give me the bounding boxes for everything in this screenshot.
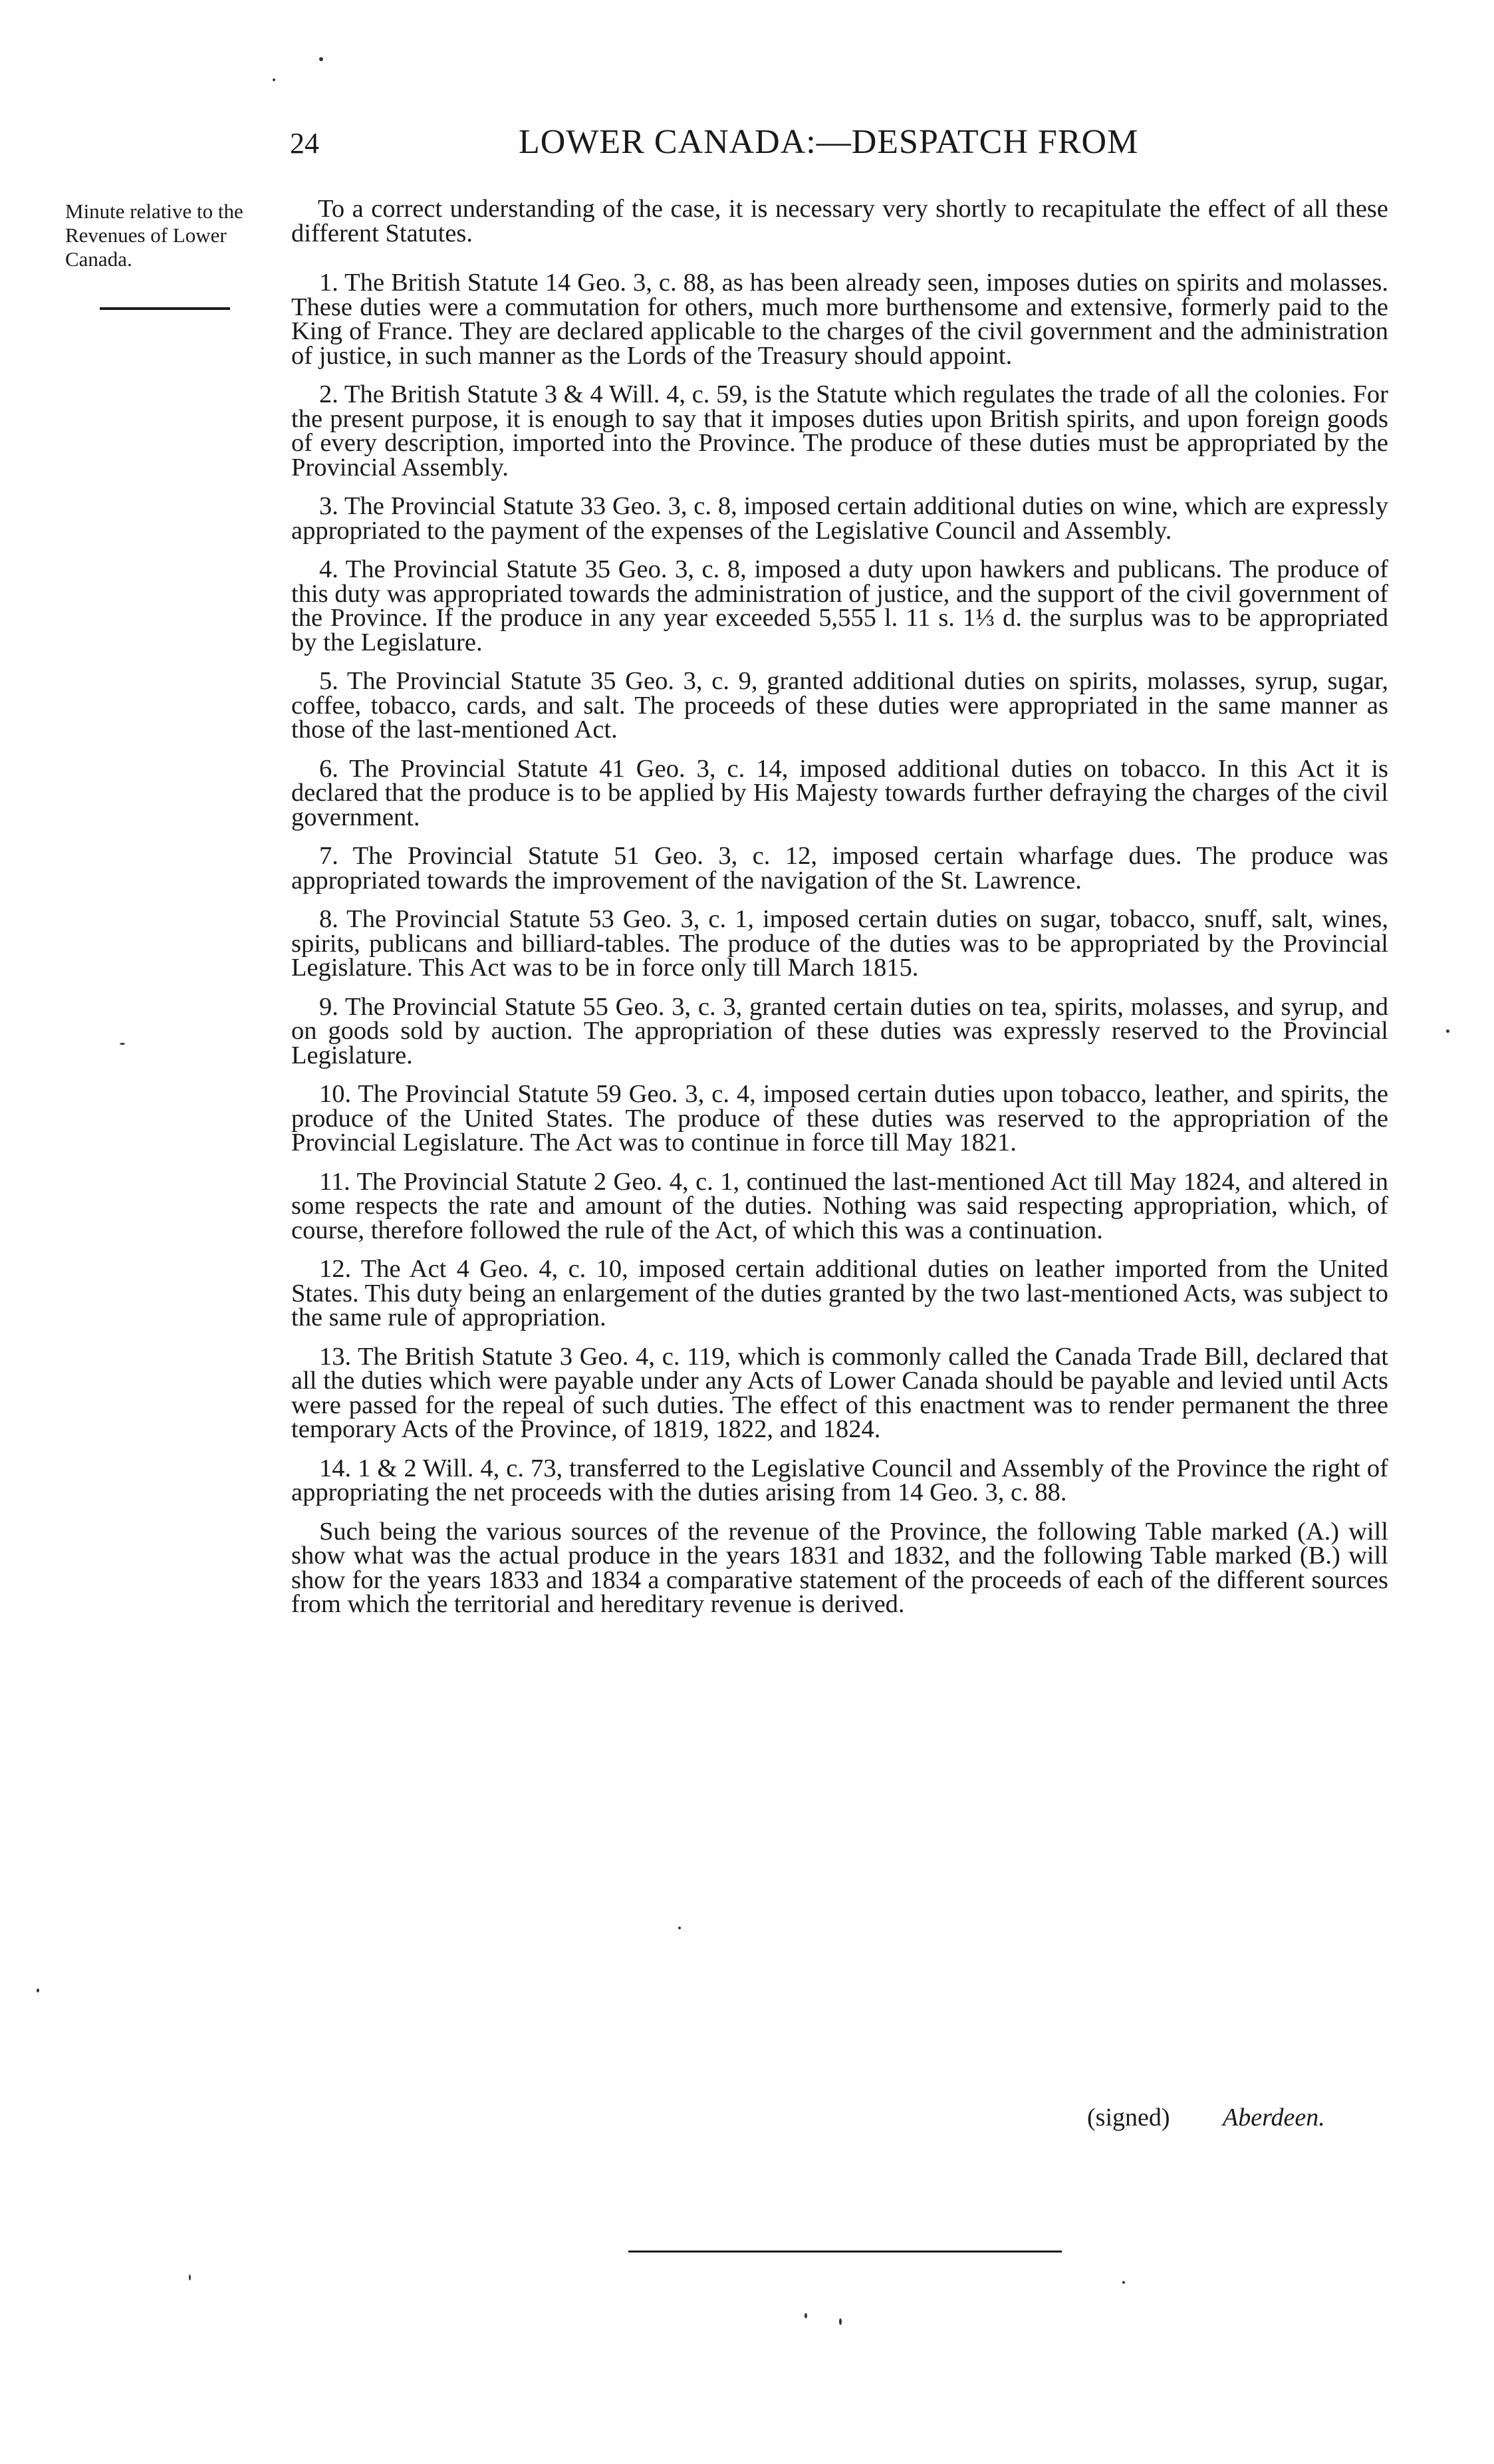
body-text [291, 197, 1388, 1631]
paragraph-9: 9. The Provincial Statute 55 Geo. 3, c. 3, granted certain duties on tea, spirits, molasses, and syrup, and on goods sold by auction. The appropriation of these duties was expressly reserved to the Provincial Legislature. [291, 992, 1388, 1069]
paragraph-10: 10. The Provincial Statute 59 Geo. 3, c. 4, imposed certain duties upon tobacco, leather, and spirits, the produce of the United States. The produce of these duties was reserved to the appropriation of the Provincial Legislature. The Act was to continue in force till May 1821. [291, 1080, 1388, 1157]
running-header: LOWER CANADA:—DESPATCH FROM [519, 123, 1139, 161]
signatory-name: Aberdeen. [1223, 2104, 1325, 2131]
paragraph-intro: To a correct understanding of the case, it is necessary very shortly to recapitulate the effect of all these different Statutes. [291, 195, 1388, 247]
sidenote: Minute relative to the Revenues of Lower Canada. [65, 200, 243, 271]
scan-speck [37, 1988, 39, 1992]
closing-rule [628, 2251, 1062, 2253]
paragraph-14: 14. 1 & 2 Will. 4, c. 73, transferred to the Legislative Council and Assembly of the Province the right of appropriating the net proceeds with the duties arising from 14 Geo. 3, c. 88. [291, 1454, 1388, 1506]
paragraph-13: 13. The British Statute 3 Geo. 4, c. 119, which is commonly called the Canada Trade Bill, declared that all the duties which were payable under any Acts of Lower Canada should be payable and levied until Acts were passed for the repeal of such duties. The effect of this enactment was to render permanent the three temporary Acts of the Province, of 1819, 1822, and 1824. [291, 1342, 1388, 1443]
paragraph-8: 8. The Provincial Statute 53 Geo. 3, c. 1, imposed certain duties on sugar, tobacco, snuff, salt, wines, spirits, publicans and billiard-tables. The produce of the duties was to be appropriated by the Provincial Legislature. This Act was to be in force only till March 1815. [291, 905, 1388, 982]
scan-speck [1122, 2281, 1125, 2284]
scan-speck [273, 78, 275, 81]
scan-speck [839, 2318, 842, 2325]
paragraph-5: 5. The Provincial Statute 35 Geo. 3, c. 9, granted additional duties on spirits, molasses, syrup, sugar, coffee, tobacco, cards, and salt. The proceeds of these duties were appropriated in the same manner as those of the last-mentioned Act. [291, 667, 1388, 744]
paragraph-3: 3. The Provincial Statute 33 Geo. 3, c. 8, imposed certain additional duties on wine, which are expressly appropriated to the payment of the expenses of the Legislative Council and Assembly. [291, 492, 1388, 545]
paragraph-2: 2. The British Statute 3 & 4 Will. 4, c. 59, is the Statute which regulates the trade of all the colonies. For the present purpose, it is enough to say that it imposes duties upon British spirits, and upon foreign goods of every description, imported into the Province. The produce of these duties must be appropriated by the Provincial Assembly. [291, 380, 1388, 481]
paragraph-7: 7. The Provincial Statute 51 Geo. 3, c. 12, imposed certain wharfage dues. The produce was appropriated towards the improvement of the navigation of the St. Lawrence. [291, 842, 1388, 894]
signed-label: (signed) [1087, 2104, 1170, 2131]
scan-speck [319, 57, 323, 61]
paragraph-conclusion: Such being the various sources of the revenue of the Province, the following Table marked (A.) will show what was the actual produce in the years 1831 and 1832, and the following Table marked (B.) will show for the years 1833 and 1834 a comparative statement of the proceeds of each of the different sources from which the territorial and hereditary revenue is derived. [291, 1517, 1388, 1618]
page-number: 24 [290, 127, 319, 160]
scan-speck [189, 2274, 191, 2280]
paragraph-6: 6. The Provincial Statute 41 Geo. 3, c. 14, imposed additional duties on tobacco. In this Act it is declared that the produce is to be applied by His Majesty towards further defraying the charges of the civil government. [291, 754, 1388, 831]
paragraph-1: 1. The British Statute 14 Geo. 3, c. 88, as has been already seen, imposes duties on spirits and molasses. These duties were a commutation for others, much more burthensome and extensive, formerly paid to the King of France. They are declared applicable to the charges of the civil government and the administration of justice, in such manner as the Lords of the Treasury should appoint. [291, 269, 1388, 370]
paragraph-12: 12. The Act 4 Geo. 4, c. 10, imposed certain additional duties on leather imported from the United States. This duty being an enlargement of the duties granted by the two last-mentioned Acts, was subject to the same rule of appropriation. [291, 1255, 1388, 1331]
scan-speck [805, 2313, 807, 2318]
sidenote-rule [100, 307, 230, 310]
signature-line [1087, 2103, 1325, 2132]
scan-speck [1446, 1029, 1449, 1033]
paragraph-11: 11. The Provincial Statute 2 Geo. 4, c. 1, continued the last-mentioned Act till May 1824, and altered in some respects the rate and amount of the duties. Nothing was said respecting appropriation, which, of course, therefore followed the rule of the Act, of which this was a continuation. [291, 1167, 1388, 1244]
scan-speck [120, 1043, 125, 1045]
paragraph-4: 4. The Provincial Statute 35 Geo. 3, c. 8, imposed a duty upon hawkers and publicans. The produce of this duty was appropriated towards the administration of justice, and the support of the civil government of the Province. If the produce in any year exceeded 5,555 l. 11 s. 1⅓ d. the surplus was to be appropriated by the Legislature. [291, 555, 1388, 656]
scan-speck [678, 1927, 681, 1929]
